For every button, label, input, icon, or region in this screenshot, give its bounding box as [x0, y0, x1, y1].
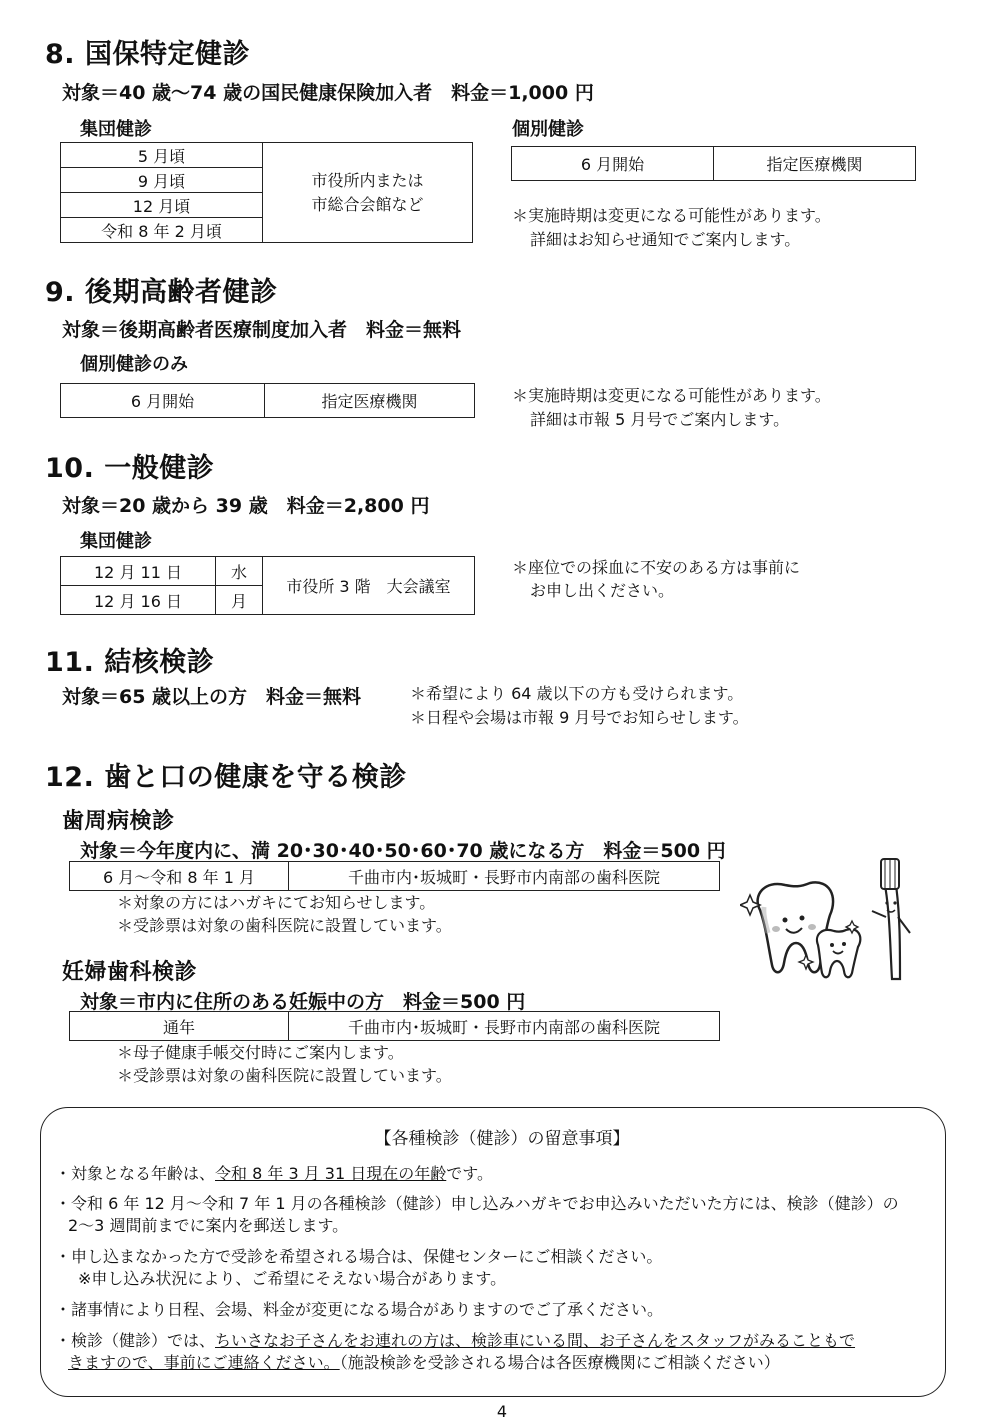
section-12-title: 12. 歯と口の健康を守る検診: [45, 762, 407, 793]
perio-note-2: ＊受診票は対象の歯科医院に設置しています。: [117, 916, 452, 935]
section-10-group-label: 集団健診: [80, 531, 152, 552]
notice-bullet-3-line2: ※申し込み状況により、ご希望にそえない場合があります。: [78, 1269, 507, 1288]
group-date-3: 12 月頃: [61, 193, 263, 218]
preg-table: [69, 1011, 720, 1041]
perio-table: [69, 861, 720, 891]
notice-title: 【各種検診（健診）の留意事項】: [374, 1129, 630, 1149]
s10-date-2: 12 月 16 日: [61, 586, 216, 615]
section-10-table: [60, 556, 475, 615]
notice-bullet-5-line2: [68, 1352, 780, 1374]
notice-b5-underline-2: きますので、事前にご連絡ください。: [68, 1353, 340, 1372]
perio-note-1: ＊対象の方にはハガキにてお知らせします。: [117, 893, 436, 912]
notice-bullet-5-line1: [55, 1330, 855, 1352]
notice-b1-post: です。: [446, 1164, 493, 1183]
section-8-title: 8. 国保特定健診: [45, 39, 250, 70]
section-9-note-1: ＊実施時期は変更になる可能性があります。: [512, 386, 831, 405]
preg-period: 通年: [70, 1012, 289, 1041]
preg-note-2: ＊受診票は対象の歯科医院に設置しています。: [117, 1066, 452, 1085]
notice-bullet-3-line1: ・申し込まなかった方で受診を希望される場合は、保健センターにご相談ください。: [55, 1247, 663, 1266]
perio-venue: 千曲市内･坂城町・長野市内南部の歯科医院: [289, 862, 720, 891]
group-venue: [263, 143, 473, 243]
notice-b5-pre: ・検診（健診）では、: [55, 1331, 216, 1350]
section-10-note-1: ＊座位での採血に不安のある方は事前に: [512, 558, 801, 577]
section-10-target: 対象＝20 歳から 39 歳 料金＝2,800 円: [62, 495, 430, 517]
notice-bullet-1: [55, 1163, 493, 1185]
section-9-indiv-label: 個別健診のみ: [80, 354, 188, 375]
section-9-table: [60, 383, 475, 418]
notice-bullet-2-line1: ・令和 6 年 12 月～令和 7 年 1 月の各種検診（健診）申し込みハガキでお申込みいただいた方には、検診（健診）の: [55, 1194, 899, 1213]
section-8-group-label: 集団健診: [80, 119, 152, 140]
perio-period: 6 月～令和 8 年 1 月: [70, 862, 289, 891]
s9-venue: 指定医療機関: [265, 384, 475, 418]
section-9-note-2: 詳細は市報 5 月号でご案内します。: [530, 410, 790, 429]
section-8-note-1: ＊実施時期は変更になる可能性があります。: [512, 206, 831, 225]
indiv-start: 6 月開始: [512, 147, 714, 181]
section-8-indiv-label: 個別健診: [512, 119, 584, 140]
group-venue-line2: 市総合会館など: [311, 194, 424, 214]
notice-bullet-2-line2: 2～3 週間前までに案内を郵送します。: [68, 1216, 349, 1235]
s10-day-1: 水: [216, 557, 263, 586]
section-11-title: 11. 結核検診: [45, 647, 215, 678]
notice-b1-pre: ・対象となる年齢は、: [55, 1164, 216, 1183]
section-10-title: 10. 一般健診: [45, 453, 215, 484]
preg-note-1: ＊母子健康手帳交付時にご案内します。: [117, 1043, 404, 1062]
section-8-target: 対象＝40 歳～74 歳の国民健康保険加入者 料金＝1,000 円: [62, 82, 594, 104]
section-9-target: 対象＝後期高齢者医療制度加入者 料金＝無料: [62, 319, 462, 341]
section-8-indiv-table: [511, 146, 916, 181]
perio-label: 歯周病検診: [62, 809, 175, 834]
notice-b5-underline-1: ちいさなお子さんをお連れの方は、検診車にいる間、お子さんをスタッフがみることもで: [215, 1331, 856, 1350]
group-venue-line1: 市役所内または: [311, 170, 424, 190]
group-date-2: 9 月頃: [61, 168, 263, 193]
s10-venue: 市役所 3 階 大会議室: [263, 557, 475, 615]
section-11-note-1: ＊希望により 64 歳以下の方も受けられます。: [410, 684, 744, 703]
notice-bullet-4: ・諸事情により日程、会場、料金が変更になる場合がありますのでご了承ください。: [55, 1300, 664, 1319]
perio-target: 対象＝今年度内に、満 20･30･40･50･60･70 歳になる方 料金＝500 円: [80, 840, 726, 862]
section-8-note-2: 詳細はお知らせ通知でご案内します。: [530, 230, 801, 249]
indiv-venue: 指定医療機関: [714, 147, 916, 181]
s10-day-2: 月: [216, 586, 263, 615]
section-11-note-2: ＊日程や会場は市報 9 月号でお知らせします。: [410, 708, 749, 727]
section-11-target: 対象＝65 歳以上の方 料金＝無料: [62, 686, 362, 708]
notice-b1-underline: 令和 8 年 3 月 31 日現在の年齢: [215, 1164, 447, 1183]
preg-target: 対象＝市内に住所のある妊娠中の方 料金＝500 円: [80, 991, 526, 1013]
group-date-4: 令和 8 年 2 月頃: [61, 218, 263, 243]
page-number: 4: [496, 1402, 508, 1421]
section-9-title: 9. 後期高齢者健診: [45, 277, 278, 308]
s9-start: 6 月開始: [61, 384, 265, 418]
s10-date-1: 12 月 11 日: [61, 557, 216, 586]
section-8-group-table: [60, 142, 473, 243]
preg-label: 妊婦歯科検診: [62, 960, 198, 985]
preg-venue: 千曲市内･坂城町・長野市内南部の歯科医院: [289, 1012, 720, 1041]
notice-b5-post: （施設検診を受診される場合は各医療機関にご相談ください）: [339, 1353, 780, 1372]
section-10-note-2: お申し出ください。: [530, 581, 675, 600]
group-date-1: 5 月頃: [61, 143, 263, 168]
teeth-toothbrush-illustration: [740, 855, 925, 985]
